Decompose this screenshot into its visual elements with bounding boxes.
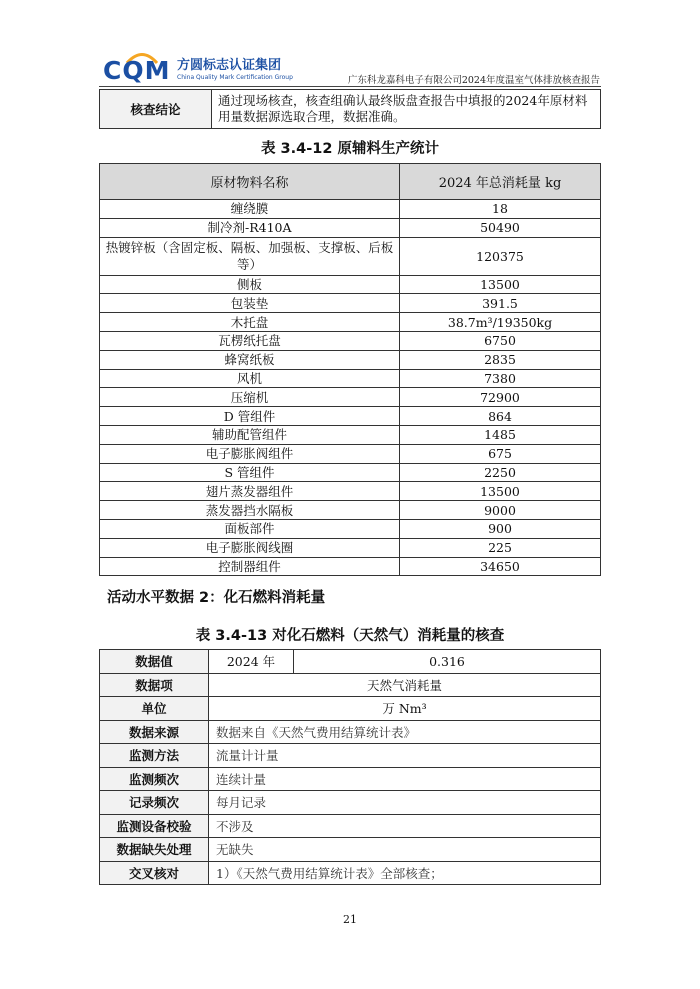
table-row — [100, 90, 601, 129]
row-label: 交叉核对 — [100, 861, 209, 885]
consumption-cell: 38.7m³/19350kg — [400, 313, 601, 332]
logo-wordmark: CQM — [103, 56, 171, 85]
row-value: 万 Nm³ — [209, 697, 601, 721]
material-name-cell: 面板部件 — [100, 519, 400, 538]
consumption-cell: 900 — [400, 519, 601, 538]
cqm-logo — [103, 56, 293, 85]
row-label: 记录频次 — [100, 791, 209, 815]
data-year: 2024 年 — [209, 650, 294, 674]
consumption-cell: 225 — [400, 538, 601, 557]
table-row — [100, 791, 601, 815]
row-value: 每月记录 — [209, 791, 601, 815]
row-label: 监测方法 — [100, 744, 209, 768]
material-name-cell: D 管组件 — [100, 407, 400, 426]
row-label: 数据来源 — [100, 720, 209, 744]
row-label: 单位 — [100, 697, 209, 721]
table-row — [100, 294, 601, 313]
natural-gas-verification-table — [99, 649, 601, 885]
table-row — [100, 767, 601, 791]
consumption-cell: 7380 — [400, 369, 601, 388]
material-name-cell: 蒸发器挡水隔板 — [100, 501, 400, 520]
table-row — [100, 538, 601, 557]
consumption-cell: 72900 — [400, 388, 601, 407]
table-row — [100, 557, 601, 576]
row-label: 数据值 — [100, 650, 209, 674]
table-row — [100, 218, 601, 237]
materials-table-body — [100, 200, 601, 576]
table-row — [100, 313, 601, 332]
table-row — [100, 861, 601, 885]
consumption-cell: 1485 — [400, 425, 601, 444]
material-name-cell: 风机 — [100, 369, 400, 388]
row-value: 连续计量 — [209, 767, 601, 791]
material-name-cell: 电子膨胀阀线圈 — [100, 538, 400, 557]
material-name-cell: 蜂窝纸板 — [100, 350, 400, 369]
table-row — [100, 814, 601, 838]
section-heading: 活动水平数据 2：化石燃料消耗量 — [107, 590, 326, 606]
consumption-cell: 6750 — [400, 331, 601, 350]
material-name-cell: 翅片蒸发器组件 — [100, 482, 400, 501]
material-name-cell: 热镀锌板（含固定板、隔板、加强板、支撑板、后板等） — [100, 237, 400, 275]
table-row — [100, 200, 601, 219]
row-value: 不涉及 — [209, 814, 601, 838]
column-header-consumption: 2024 年总消耗量 kg — [400, 164, 601, 200]
consumption-cell: 2250 — [400, 463, 601, 482]
material-name-cell: 电子膨胀阀组件 — [100, 444, 400, 463]
consumption-cell: 675 — [400, 444, 601, 463]
conclusion-text: 通过现场核查，核查组确认最终版盘查报告中填报的2024年原材料用量数据源选取合理，数据准确。 — [212, 90, 601, 129]
table-row — [100, 650, 601, 674]
material-name-cell: 辅助配管组件 — [100, 425, 400, 444]
material-name-cell: 侧板 — [100, 275, 400, 294]
header-divider — [99, 86, 601, 87]
consumption-cell: 13500 — [400, 482, 601, 501]
row-label: 数据项 — [100, 673, 209, 697]
consumption-cell: 34650 — [400, 557, 601, 576]
material-name-cell: 木托盘 — [100, 313, 400, 332]
conclusion-table — [99, 89, 601, 129]
logo-english-name: China Quality Mark Certification Group — [177, 74, 293, 81]
natural-gas-table-body — [100, 650, 601, 885]
table-row — [100, 275, 601, 294]
table-row — [100, 388, 601, 407]
column-header-material: 原材物料名称 — [100, 164, 400, 200]
table-row — [100, 331, 601, 350]
table-row — [100, 744, 601, 768]
table-row — [100, 501, 601, 520]
table-caption-3-4-13: 表 3.4-13 对化石燃料（天然气）消耗量的核查 — [195, 628, 505, 644]
consumption-cell: 2835 — [400, 350, 601, 369]
row-label: 监测设备校验 — [100, 814, 209, 838]
materials-table — [99, 163, 601, 576]
row-value: 天然气消耗量 — [209, 673, 601, 697]
table-row — [100, 519, 601, 538]
row-label: 监测频次 — [100, 767, 209, 791]
table-row — [100, 237, 601, 275]
material-name-cell: 压缩机 — [100, 388, 400, 407]
table-caption-3-4-12: 表 3.4-12 原辅料生产统计 — [261, 141, 439, 157]
consumption-cell: 13500 — [400, 275, 601, 294]
logo-chinese-name: 方圆标志认证集团 — [177, 58, 282, 73]
row-value: 流量计计量 — [209, 744, 601, 768]
table-row — [100, 444, 601, 463]
consumption-cell: 391.5 — [400, 294, 601, 313]
material-name-cell: 缠绕膜 — [100, 200, 400, 219]
material-name-cell: 制冷剂-R410A — [100, 218, 400, 237]
consumption-cell: 18 — [400, 200, 601, 219]
material-name-cell: 控制器组件 — [100, 557, 400, 576]
conclusion-label: 核查结论 — [100, 90, 212, 129]
table-row — [100, 482, 601, 501]
table-row — [100, 350, 601, 369]
consumption-cell: 50490 — [400, 218, 601, 237]
row-value: 1）《天然气费用结算统计表》全部核查； — [209, 861, 601, 885]
consumption-cell: 120375 — [400, 237, 601, 275]
row-value: 数据来自《天然气费用结算统计表》 — [209, 720, 601, 744]
row-label: 数据缺失处理 — [100, 838, 209, 862]
row-value: 无缺失 — [209, 838, 601, 862]
table-row — [100, 369, 601, 388]
table-row — [100, 425, 601, 444]
material-name-cell: S 管组件 — [100, 463, 400, 482]
page-number: 21 — [343, 913, 357, 926]
data-value: 0.316 — [294, 650, 601, 674]
table-row — [100, 720, 601, 744]
material-name-cell: 包装垫 — [100, 294, 400, 313]
table-row — [100, 838, 601, 862]
table-row — [100, 407, 601, 426]
consumption-cell: 864 — [400, 407, 601, 426]
report-header-title: 广东科龙嘉科电子有限公司2024年度温室气体排放核查报告 — [347, 75, 600, 86]
consumption-cell: 9000 — [400, 501, 601, 520]
table-row — [100, 463, 601, 482]
table-row — [100, 697, 601, 721]
table-row — [100, 673, 601, 697]
material-name-cell: 瓦楞纸托盘 — [100, 331, 400, 350]
table-header-row — [100, 164, 601, 200]
